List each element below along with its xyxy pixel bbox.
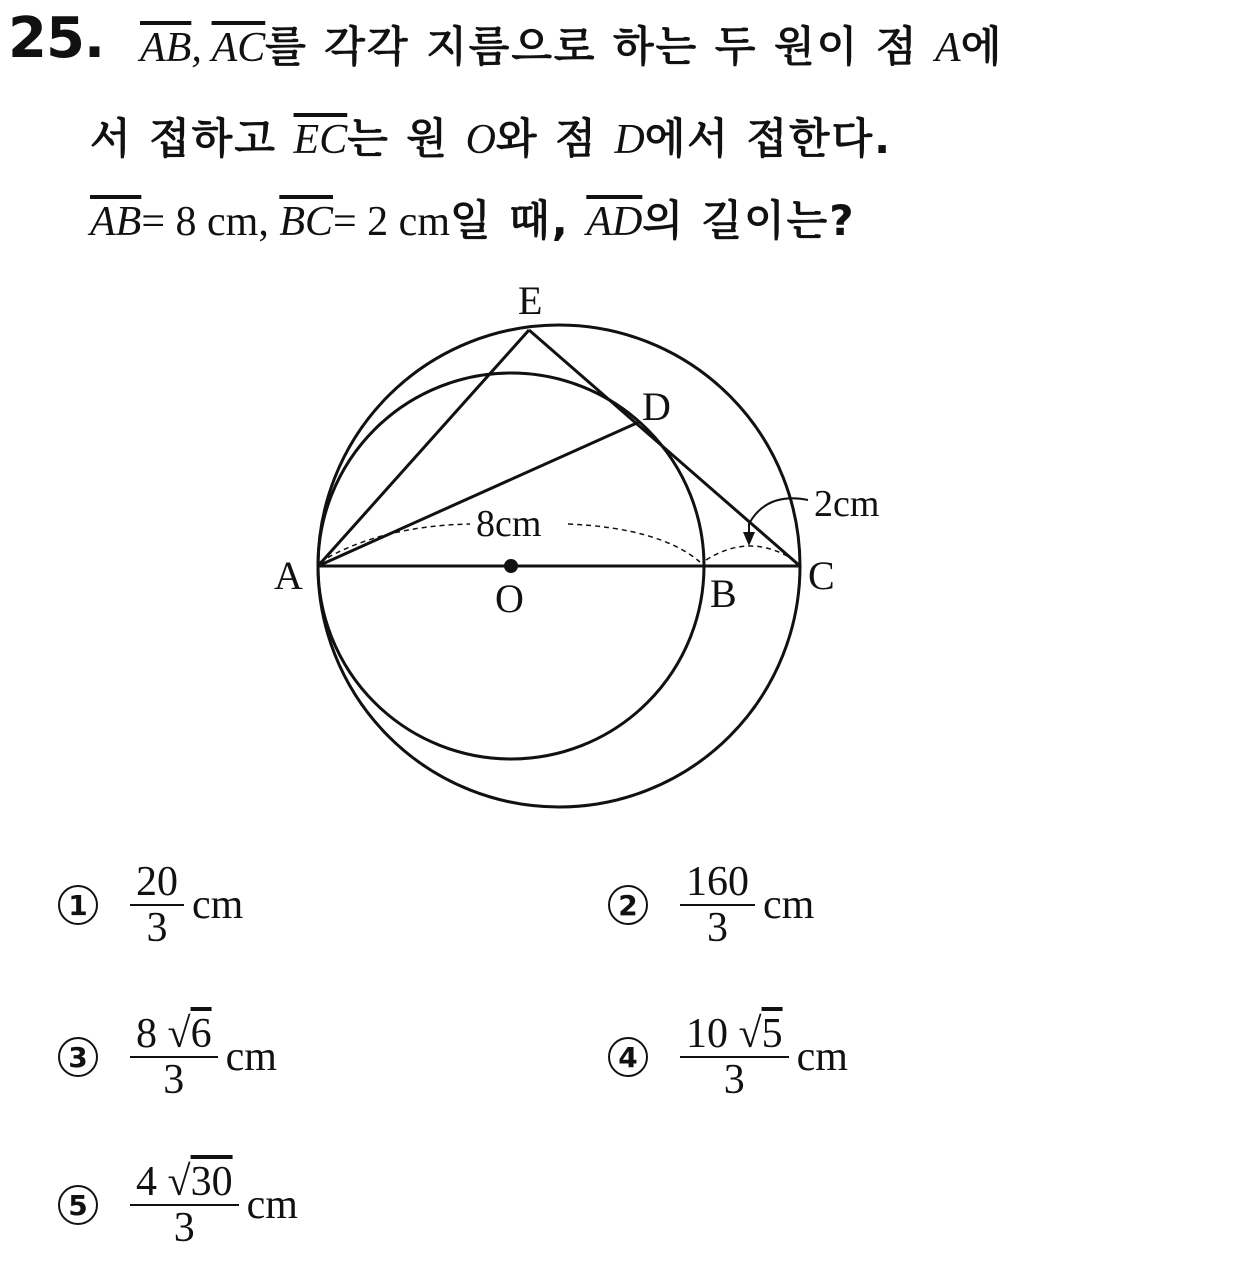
segment-ab: $\overline{AB}$	[90, 199, 142, 245]
comma: ,	[191, 25, 212, 71]
segment-ec: $\overline{EC}$	[293, 117, 348, 163]
segment-ab: $\overline{AB}$	[140, 25, 192, 71]
coefficient: 4	[136, 1159, 157, 1205]
segment-ad: $\overline{AD}$	[586, 199, 643, 245]
comma: ,	[258, 199, 280, 245]
radicand: 5	[761, 1011, 783, 1057]
unit: cm	[796, 1034, 848, 1081]
denominator: 3	[723, 1057, 745, 1104]
numerator: 10 √5	[686, 1011, 783, 1057]
segment-ac: $\overline{AC}$	[211, 25, 266, 71]
option-3[interactable]	[58, 1012, 277, 1102]
label-d: D	[642, 384, 671, 429]
numerator: 4 √30	[136, 1159, 233, 1205]
given-ab: = 8 cm	[141, 199, 259, 245]
coefficient: 8	[136, 1011, 157, 1057]
dimension-label-8cm: 8cm	[476, 503, 542, 545]
radicand: 6	[190, 1011, 212, 1057]
point-o: O	[465, 117, 496, 163]
fraction	[130, 1012, 218, 1102]
option-5[interactable]	[58, 1160, 298, 1250]
question-text: 일 때,	[449, 196, 587, 245]
option-1[interactable]	[58, 860, 243, 950]
point-d: D	[614, 117, 645, 163]
label-b: B	[710, 571, 737, 616]
label-e: E	[518, 278, 543, 323]
label-c: C	[808, 553, 835, 598]
leader-line-2cm	[750, 498, 808, 522]
unit: cm	[225, 1034, 277, 1081]
question-text: 는 원	[347, 114, 466, 163]
question-text: 의 길이는?	[642, 196, 856, 245]
question-text: 에	[960, 22, 1004, 71]
fraction	[130, 860, 184, 950]
dimension-label-2cm: 2cm	[814, 483, 880, 525]
unit: cm	[246, 1182, 298, 1229]
question-text: 를 각각 지름으로 하는 두 원이 점	[265, 22, 936, 71]
option-marker: 5	[58, 1185, 98, 1225]
segment-bc: $\overline{BC}$	[279, 199, 333, 245]
arrow-head-icon	[743, 532, 755, 546]
option-marker: 1	[58, 885, 98, 925]
question-text: 에서 접한다.	[644, 114, 893, 163]
option-4[interactable]	[608, 1012, 848, 1102]
option-marker: 4	[608, 1037, 648, 1077]
numerator: 20	[136, 859, 178, 905]
numerator: 160	[686, 859, 749, 905]
numerator: 8 √6	[136, 1011, 212, 1057]
label-a: A	[274, 553, 303, 598]
option-marker: 2	[608, 885, 648, 925]
center-point-o	[504, 559, 518, 573]
denominator: 3	[146, 905, 168, 952]
fraction	[680, 860, 755, 950]
unit: cm	[192, 882, 244, 929]
fraction	[130, 1160, 239, 1250]
denominator: 3	[163, 1057, 185, 1104]
segment-ec-line	[529, 330, 800, 566]
question-number: 25.	[8, 6, 105, 71]
option-2[interactable]	[608, 860, 814, 950]
question-text: 와 점	[495, 114, 615, 163]
point-a: A	[935, 25, 961, 71]
unit: cm	[763, 882, 815, 929]
denominator: 3	[707, 905, 728, 952]
denominator: 3	[173, 1205, 195, 1252]
label-o: O	[495, 576, 524, 621]
fraction	[680, 1012, 789, 1102]
given-bc: = 2 cm	[332, 199, 450, 245]
question-text: 서 접하고	[90, 114, 294, 163]
dimension-arc-ab-right	[568, 524, 700, 562]
coefficient: 10	[686, 1011, 728, 1057]
option-marker: 3	[58, 1037, 98, 1077]
radicand: 30	[190, 1159, 233, 1205]
